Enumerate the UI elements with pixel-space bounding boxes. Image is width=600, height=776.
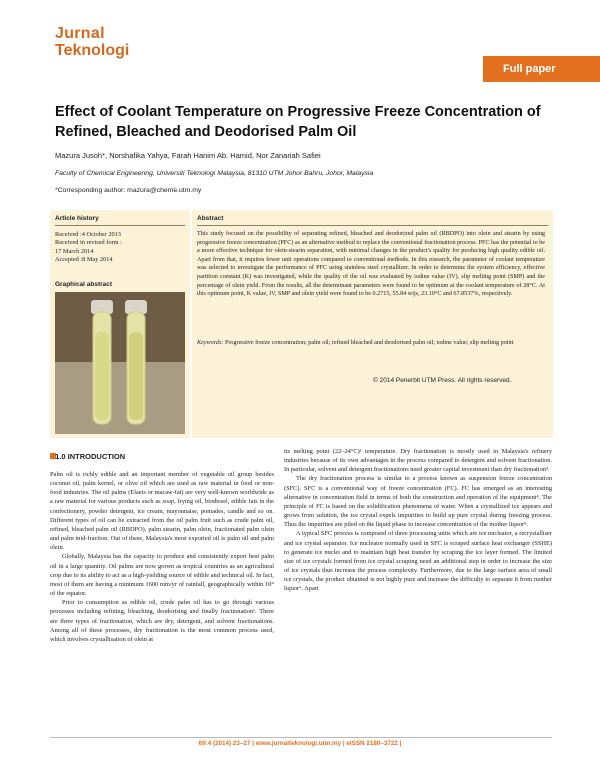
received-date: Received :4 October 2013 (55, 231, 121, 238)
keywords-text: Progressive freeze concentration; palm oil; refined bleached and deodorised palm oil; iodine value; slip melting point (224, 340, 514, 346)
paragraph: The dry fractionation process is similar to a process known as suspension freeze concentration (SFC). SFC is a conventional way of freeze concentration (FC). FC has emerged as an interesting alternative in concentration field in terms of both the construction and operation of the equipment⁴. The principle of FC is based on the solidification phenomena of water. When a crystallized ice appears and grows from solution, the ice crystal expels impurities to build up pure crystal during freezing process. Thus the impurities are piled on the liquid phase to increase concentration of the mother liquor⁵. (284, 475, 552, 529)
paragraph: Prior to consumption as edible oil, crude palm oil has to go through various processes including refining, bleaching, deodorising and finally fractionation¹. There are three types of fractionation, which are dry, detergent, and solvent fractionations. Among all of these processes, dry fractionation is the most common process used, which involves crystallisation of olein at (50, 599, 274, 643)
graphical-abstract-image (55, 292, 185, 434)
copyright: © 2014 Penerbit UTM Press. All rights reserved. (373, 377, 512, 384)
affiliation: Faculty of Chemical Engineering, Universiti Teknologi Malaysia, 81310 UTM Johor Bahru, Johor, Malaysia (55, 170, 374, 177)
footer-citation: 69:4 (2014) 23–27 | www.jurnalteknologi.utm.my | eISSN 2180–3722 | (198, 740, 402, 747)
article-history (55, 231, 122, 265)
author-list: Mazura Jusoh*, Norshafika Yahya, Farah Hanim Ab. Hamid, Nor Zanariah Safiei (55, 151, 321, 160)
section-heading (51, 452, 125, 461)
paragraph: Palm oil is richly edible and an important member of vegetable oil group besides coconut oil, palm kernel, or olive oil which are used as raw material in food or non-food industries. The oil palms (Elaeis or macaw-fat) are very well-known worldwide as a raw material for various products such as soap, frying oil, biodiesel, edible fats in the confectionery, powder detergent, ice cream, mayonnaise, pomades, candle and so on. Different types of oil can be extracted from the oil palm fruit such as crude palm oil, refined, bleached palm oil (RBDPO), palm stearin, palm olein, fractionated palm olein and palm mid-fraction. Out of these, Malaysia's most exported oil is palm oil and palm olein. (50, 471, 274, 552)
keywords-label: Keywords: (197, 340, 224, 346)
revised-label: Received in revised form : (55, 239, 122, 247)
abstract-heading: Abstract (197, 215, 224, 222)
footer-divider (50, 737, 552, 738)
paper-title: Effect of Coolant Temperature on Progressive Freeze Concentration of Refined, Bleached and Deodorised Palm Oil (55, 104, 541, 140)
journal-logo-line2: Teknologi (55, 42, 130, 59)
corresponding-author: *Corresponding author: mazura@cheme.utm.my (55, 187, 202, 194)
revised-date: 17 March 2014 (55, 247, 94, 255)
section-heading-text: 1.0 INTRODUCTION (55, 452, 126, 461)
right-column (284, 447, 552, 594)
paragraph: Globally, Malaysia has the capacity to produce and consistently export best palm oil in a large quantity. Oil palms are now grown as tropical countries as an agricultural crop due to its ability to act as a high-yielding source of edible and technical oil. In fact, most of them are having a minimum 1600 mm/yr of rainfall, geographically within 10° of the equator. (50, 553, 274, 598)
abstract-divider (197, 225, 548, 226)
paragraph: its melting point (22–24°C)² temperature. Dry fractionation is mostly used in Malaysia's refinery industries because of its own advantages in the process compared to detergent and solvent fractionation. In particular, solvent and detergent fractionations need greater capital investment than dry fractionation³. (284, 448, 552, 474)
journal-logo-line1: Jurnal (55, 25, 105, 42)
article-history-heading: Article history (55, 215, 99, 222)
full-paper-badge: Full paper (483, 56, 600, 82)
sample-tubes-illustration (55, 292, 185, 434)
left-column (50, 470, 274, 644)
graphical-abstract-heading: Graphical abstract (55, 281, 113, 288)
history-divider (55, 225, 185, 226)
abstract-text: This study focused on the possibility of separating refined, bleached and deodorized palm oil (RBDPO) into olein and stearin by using progressive freeze concentration (PFC) as an alternative method to replace the conventional fractionation process. PFC has the potential to be a more effective technique for olein-stearin separation, with minimal changes in the product's quality for producing high quality edible oil. Apart from that, it requires fewer unit operations compared to conventional methods. In this research, the parameter of coolant temperature was selected to investigate the performance of PFC using stainless steel crystallizer. In order to determine the system efficiency, effective partition constant (K) was investigated, while the quality of the oil was evaluated by iodine value (IV), slip melting point (SMP) and the percentage of olein yield. From the results, all the determinant parameters were found to be optimum at the coolant temperature of 28°C. At this optimum point, K value, IV, SMP and olein yield were found to be 0.2715, 55.84 wijs, 23.10°C and 67.8537%, respectively. (197, 231, 545, 298)
accepted-date: Accepted :8 May 2014 (55, 256, 113, 264)
paragraph: A typical SFC process is composed of three processing units which are ice nucleator, a recrystalliser and ice crystal separator. Ice nucleator normally used in SFC is scraped surface heat exchanger (SSHE) to generate ice nuclei and to maintain high heat transfer by scraping the ice layer formed. The limited size of ice crystals formed from ice crystal scraping need an additional step in order to increase the size of ice crystals thus increase the process complexity. Furthermore, due to the large surface area of small ice crystals, the product obtained is not highly pure and increase the difficulty to separate it from mother liquor⁶. Apart (284, 530, 552, 593)
keywords (197, 339, 545, 348)
